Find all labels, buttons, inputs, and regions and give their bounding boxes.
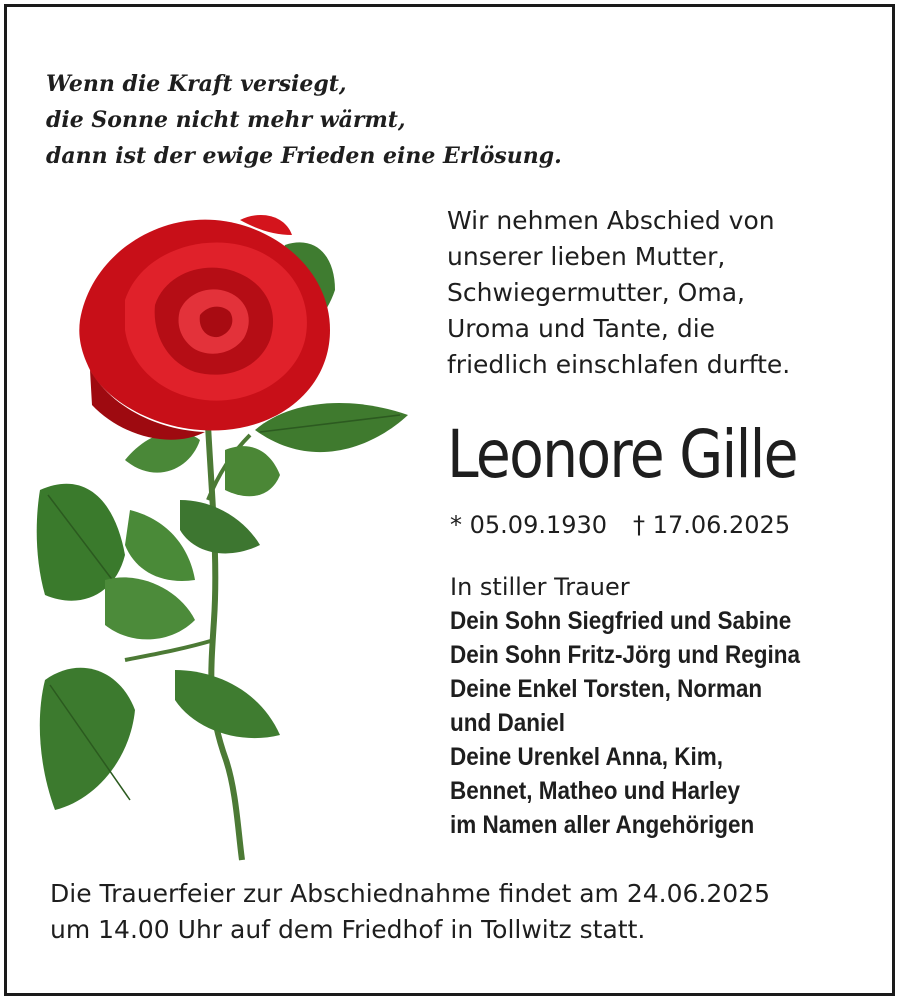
mourner-line: Dein Sohn Siegfried und Sabine: [450, 607, 792, 635]
intro-line: unserer lieben Mutter,: [447, 242, 726, 271]
poem-line: die Sonne nicht mehr wärmt,: [46, 107, 406, 133]
mourners-block: [450, 570, 870, 842]
mourner-line: Deine Urenkel Anna, Kim,: [450, 743, 723, 771]
birth-date: * 05.09.1930: [450, 511, 608, 539]
footer-line: Die Trauerfeier zur Abschiednahme findet am 24.06.2025: [50, 879, 770, 908]
mourner-line: Dein Sohn Fritz-Jörg und Regina: [450, 641, 801, 669]
deceased-name: Leonore Gille: [447, 416, 797, 493]
red-rose-image: [30, 200, 420, 870]
farewell-intro: [447, 203, 867, 383]
mourning-heading: In stiller Trauer: [450, 573, 630, 601]
footer-line: um 14.00 Uhr auf dem Friedhof in Tollwitz statt.: [50, 915, 646, 944]
mourners-list: [450, 604, 870, 842]
mourner-line: und Daniel: [450, 709, 566, 737]
life-dates: [450, 507, 870, 543]
poem-line: Wenn die Kraft versiegt,: [46, 71, 347, 97]
poem-line: dann ist der ewige Frieden eine Erlösung.: [46, 143, 562, 169]
funeral-notice: [50, 876, 870, 948]
mourner-line: Bennet, Matheo und Harley: [450, 777, 741, 805]
death-date: † 17.06.2025: [633, 511, 791, 539]
intro-line: Uroma und Tante, die: [447, 314, 716, 343]
poem: [46, 66, 846, 174]
intro-line: friedlich einschlafen durfte.: [447, 350, 791, 379]
intro-line: Wir nehmen Abschied von: [447, 206, 775, 235]
mourner-line: im Namen aller Angehörigen: [450, 811, 755, 839]
intro-line: Schwiegermutter, Oma,: [447, 278, 745, 307]
mourner-line: Deine Enkel Torsten, Norman: [450, 675, 763, 703]
